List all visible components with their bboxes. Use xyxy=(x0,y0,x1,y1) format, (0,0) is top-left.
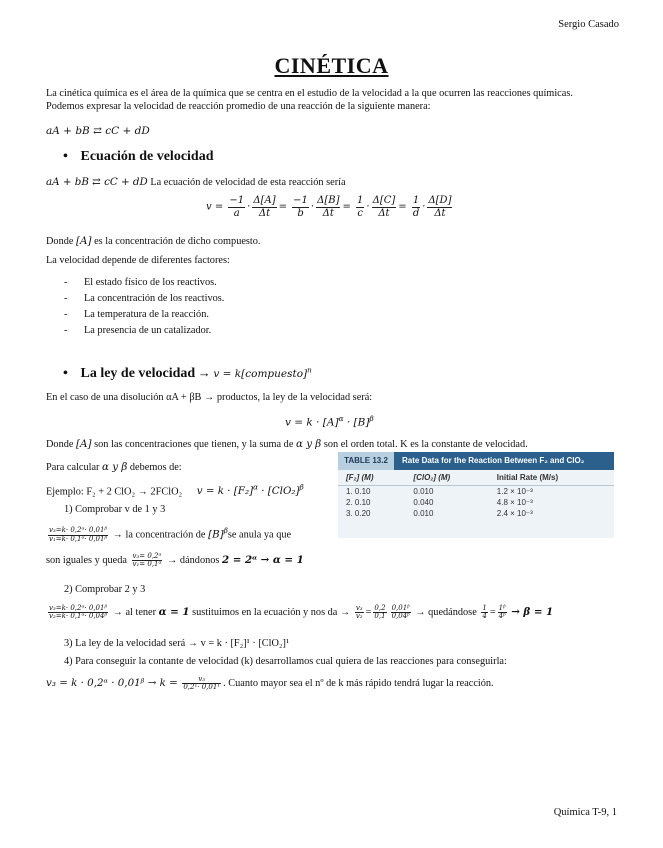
step2-b-num: 0,01ᵝ xyxy=(391,604,410,612)
step1-tail: se anula ya que xyxy=(227,529,292,541)
eq-frac-den: Δt xyxy=(258,207,271,219)
table-cell: 1.2 × 10⁻³ xyxy=(496,487,533,496)
table-row xyxy=(338,497,614,508)
rate-equation: v = $\frac{-1}{a}$ · $\frac{\Delta[A]}{\Delta t}$ = $\frac{-1}{b}$ · $\frac{\Delta[B]}{\Delta t}$ = $\frac{1}{c}$ · $\frac{\Delta[C]}{\Delta t}$ = $\frac{1}{d}$ · $\frac{\Delta[D]}{\Delta t}$ xyxy=(206,195,452,219)
law-eq-exp1: α xyxy=(338,414,344,423)
eq-frac-num: 1 xyxy=(357,195,364,206)
step2-b-den: 0,04ᵝ xyxy=(391,612,410,621)
where-post: es la concentración de dicho compuesto. xyxy=(94,236,261,247)
calc-pre: Para calcular xyxy=(46,462,100,473)
eq-frac-num: −1 xyxy=(293,195,308,206)
law-eq-exp2: β xyxy=(369,414,374,423)
step4-label: 4) Para conseguir la contante de velocidad (k) desarrollamos cual quiera de las reacciones para conseguirla: xyxy=(64,656,507,667)
final-frac-den: 0,2¹· 0,01¹ xyxy=(183,683,221,692)
step2-line: $\frac{\text{v₃=k· 0,2ᵅ· 0,01ᵝ}}{\text{v₂=k· 0,1ᵅ· 0,04ᵝ}}$ → al tener α = 1 sustituimos en la ecuación y nos da → $\frac{\text{v₃}}{\text{v₂}}$ = $\frac{0,2}{0,1}$ $\frac{\text{0,01ᵝ}}{\text{0,04ᵝ}}$ → quedándose $\frac{1}{4}$ = $\frac{\text{1ᵝ}}{\text{4ᵝ}}$ → β = 1 xyxy=(49,604,554,621)
table-row xyxy=(338,486,614,498)
section2-title: La ley de velocidad xyxy=(80,366,196,381)
intro-reaction: aA + bB ⇄ cC + dD xyxy=(46,125,150,137)
column-header: [F₂] (M) xyxy=(338,470,405,486)
example-text: Ejemplo: F₂ + 2 ClO₂ → 2FClO₂ xyxy=(46,486,183,498)
eq-frac-den: a xyxy=(233,207,240,219)
table-row xyxy=(338,508,614,519)
calc-symbol: α y β xyxy=(102,461,128,473)
final-tail: . Cuanto mayor sea el nº de k más rápido tendrá lugar la reacción. xyxy=(223,678,494,690)
step1-result: 2 = 2ᵅ → α = 1 xyxy=(221,554,304,567)
step2-text1: → al tener xyxy=(112,607,157,619)
step2-ratio-den: v₂ xyxy=(355,612,363,621)
list-item: - La temperatura de la reacción. xyxy=(64,308,209,320)
factors-list xyxy=(64,277,224,340)
table-title: Rate Data for the Reaction Between F₂ and ClO₂ xyxy=(394,452,614,470)
section2-heading xyxy=(63,365,312,383)
example-eq xyxy=(197,485,304,497)
step2-e-den: 4ᵝ xyxy=(498,612,506,621)
footer-page: Química T-9, 1 xyxy=(553,807,617,818)
arrow-icon: → xyxy=(197,365,211,380)
final-eq: v₃ = k · 0,2ᵅ · 0,01ᵝ → k = xyxy=(46,677,178,690)
step1-symbol-exp: β xyxy=(223,526,228,535)
section1-lead-text: La ecuación de velocidad de esta reacción sería xyxy=(150,177,346,188)
table-cell: 0.040 xyxy=(413,498,434,507)
law-equation xyxy=(285,414,374,430)
step2-ratio-num: v₃ xyxy=(355,604,363,612)
eq-v: v = xyxy=(206,201,224,213)
step2-label: 2) Comprobar 2 y 3 xyxy=(64,584,146,595)
step2-result: → β = 1 xyxy=(511,606,554,619)
example-eq-mid: · [ClO₂] xyxy=(257,485,300,498)
where-mid: son las concentraciones que tienen, y la suma de xyxy=(94,439,294,450)
eq-frac-den: b xyxy=(297,207,304,219)
where-post: son el orden total. K es la constante de velocidad. xyxy=(323,439,528,450)
eq-frac-den: Δt xyxy=(434,207,446,219)
example-line xyxy=(46,483,304,499)
eq-frac-num: −1 xyxy=(229,195,245,206)
eq-frac-num: Δ[D] xyxy=(428,195,452,206)
eq-frac-den: d xyxy=(412,207,420,219)
eq-frac-num: Δ[A] xyxy=(253,195,276,206)
intro-paragraph: La cinética química es el área de la química que se centra en el estudio de la velocidad a la que ocurren las reacciones químicas. Podemos expresar la velocidad de reacción promedio de una reacción de la siguiente manera: xyxy=(46,88,573,112)
rate-data-table xyxy=(338,452,614,538)
table-cell: 1. 0.10 xyxy=(346,487,371,496)
section2-heading-exp: n xyxy=(307,365,312,375)
section1-heading xyxy=(63,148,214,166)
law-eq-pre: v = k · [A] xyxy=(285,416,339,429)
factor-text: La concentración de los reactivos. xyxy=(84,292,225,304)
table-body xyxy=(338,470,614,538)
section1-reaction: aA + bB ⇄ cC + dD xyxy=(46,176,148,188)
eq-frac-num: Δ[C] xyxy=(372,195,396,206)
table-header-bar xyxy=(338,452,614,470)
table-label: TABLE 13.2 xyxy=(338,452,394,470)
section1-where xyxy=(46,235,261,249)
where-symbol: [A] xyxy=(76,235,92,247)
example-eq-exp2: β xyxy=(299,483,304,492)
page-title: CINÉTICA xyxy=(274,53,389,78)
eq-frac-den: Δt xyxy=(322,207,334,219)
table-cell: 4.8 × 10⁻³ xyxy=(496,498,533,507)
step1-small-den: v₁= 0,1ᵅ xyxy=(132,560,162,569)
step2-alpha: α = 1 xyxy=(158,606,190,619)
column-header: Initial Rate (M/s) xyxy=(489,470,614,486)
column-header: [ClO₂] (M) xyxy=(405,470,488,486)
step2-q-den: 4 xyxy=(482,612,487,621)
step1-frac-den: v₁=k· 0,1ᵅ· 0,01ᵝ xyxy=(49,534,108,543)
step1-frac-num: v₃=k· 0,2ᵅ· 0,01ᵝ xyxy=(49,526,108,535)
list-item: - El estado físico de los reactivos. xyxy=(64,277,217,288)
step2-frac-num: v₃=k· 0,2ᵅ· 0,01ᵝ xyxy=(49,604,108,612)
page-title-wrap xyxy=(0,52,663,80)
step2-text2: sustituimos en la ecuación y nos da → xyxy=(192,607,351,619)
list-item: - La presencia de un catalizador. xyxy=(64,324,212,336)
bullet-icon: • xyxy=(63,366,68,381)
bullet-icon: • xyxy=(63,149,68,164)
eq-frac-den: c xyxy=(357,207,364,219)
table-cell: 0.010 xyxy=(413,487,434,496)
step1-line2-mid: → dándonos xyxy=(167,555,220,567)
final-line xyxy=(46,676,494,692)
step1-line2 xyxy=(46,553,304,569)
eq-frac-num: 1 xyxy=(412,195,420,206)
step1-text: → la concentración de xyxy=(112,529,206,541)
example-eq-pre: v = k · [F₂] xyxy=(196,485,254,498)
table-cell: 2.4 × 10⁻³ xyxy=(496,509,533,518)
step2-text3: → quedándose xyxy=(415,607,477,619)
section1-lead xyxy=(46,176,346,190)
step2-a-num: 0,2 xyxy=(374,604,386,612)
factor-text: El estado físico de los reactivos. xyxy=(84,277,217,288)
where-pre: Donde xyxy=(46,236,74,247)
where-symbol: [A] xyxy=(76,438,92,450)
eq-frac-num: Δ[B] xyxy=(317,195,340,206)
section2-heading-eq: v = k[compuesto] xyxy=(213,368,308,380)
calc-post: debemos de: xyxy=(129,462,182,473)
section2-where xyxy=(46,438,528,452)
example-eq-exp1: α xyxy=(253,483,258,492)
calc-line xyxy=(46,461,182,475)
step2-e-num: 1ᵝ xyxy=(498,604,506,612)
table-cell: 0.010 xyxy=(413,509,434,518)
table-cell: 3. 0.20 xyxy=(346,509,371,518)
step1-small-num: v₃= 0,2ᵅ xyxy=(132,552,162,560)
factors-lead: La velocidad depende de diferentes factores: xyxy=(46,255,230,266)
factor-text: La temperatura de la reacción. xyxy=(84,308,209,320)
step2-frac-den: v₂=k· 0,1ᵅ· 0,04ᵝ xyxy=(49,612,108,621)
step2-q-num: 1 xyxy=(482,604,487,612)
law-eq-mid: · [B] xyxy=(343,416,370,429)
step1-line2-pre: son iguales y queda xyxy=(46,555,127,567)
step3-label: 3) La ley de la velocidad será → v = k · [F₂]¹ · [ClO₂]¹ xyxy=(64,638,290,649)
header-author: Sergio Casado xyxy=(558,19,619,30)
list-item: - La concentración de los reactivos. xyxy=(64,292,225,304)
where-pre: Donde xyxy=(46,439,74,450)
eq-frac-den: Δt xyxy=(378,207,390,219)
step1-label: 1) Comprobar v de 1 y 3 xyxy=(64,504,166,515)
final-frac-num: v₃ xyxy=(182,676,221,684)
factor-text: La presencia de un catalizador. xyxy=(84,324,212,336)
step1-symbol: [B] xyxy=(208,528,224,541)
step2-a-den: 0,1 xyxy=(374,612,386,621)
rate-table xyxy=(338,470,614,519)
where-symbol2: α y β xyxy=(295,438,322,450)
table-cell: 2. 0.10 xyxy=(346,498,371,507)
section1-title: Ecuación de velocidad xyxy=(80,149,214,164)
step1-line xyxy=(46,526,291,543)
dissolution-text: En el caso de una disolución αA + βB → productos, la ley de la velocidad será: xyxy=(46,392,373,403)
table-header-row xyxy=(338,470,614,486)
